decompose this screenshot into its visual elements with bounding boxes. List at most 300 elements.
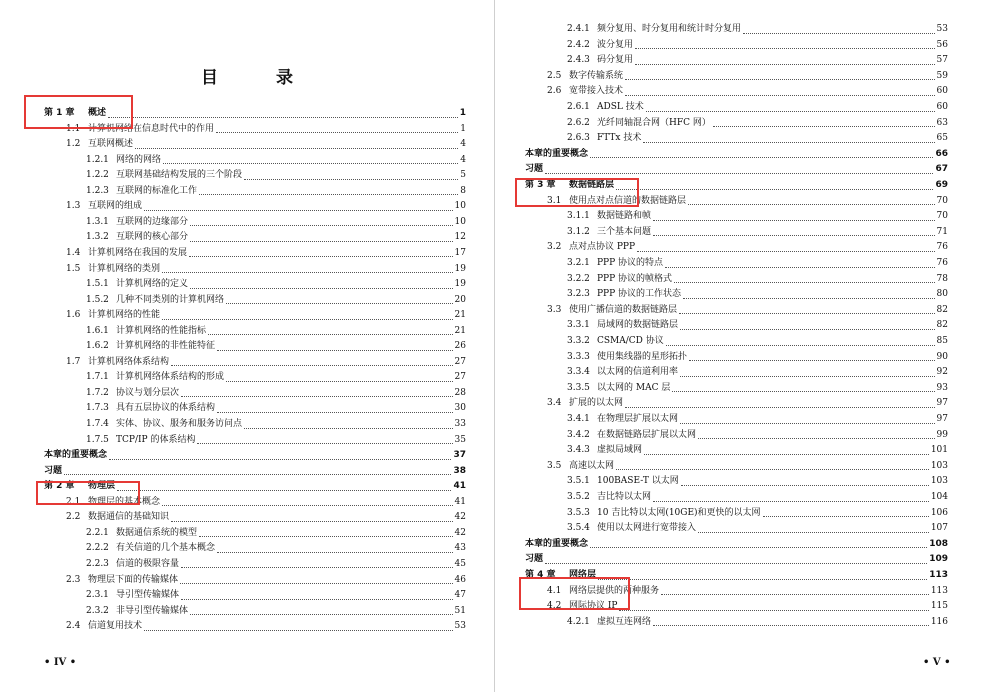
dot-leader xyxy=(635,48,935,49)
toc-entry xyxy=(86,324,466,339)
dot-leader xyxy=(643,142,934,143)
toc-entry-title: PPP 协议的帧格式 xyxy=(597,273,673,284)
toc-entry-page: 47 xyxy=(454,590,466,601)
toc-entry-page: 104 xyxy=(930,492,948,502)
toc-entry xyxy=(525,552,948,567)
dot-leader xyxy=(665,267,935,268)
toc-entry xyxy=(567,334,948,349)
toc-entry-page: 57 xyxy=(936,55,948,66)
toc-entry-number: 1.6 xyxy=(66,310,81,321)
toc-entry-page: 70 xyxy=(936,211,948,222)
toc-entry-number: 3.3 xyxy=(547,304,562,315)
toc-entry-page: 69 xyxy=(935,180,948,190)
toc-entry-page: 46 xyxy=(454,574,466,585)
dot-leader xyxy=(171,521,453,522)
toc-entry-number: 2.2.2 xyxy=(86,543,109,554)
toc-entry-page: 33 xyxy=(454,419,466,429)
dot-leader xyxy=(680,329,935,330)
toc-entry xyxy=(567,381,948,396)
toc-entry-number: 2.6.2 xyxy=(567,117,590,128)
toc-entry-page: 103 xyxy=(930,476,948,487)
toc-entry-title: 互联网概述 xyxy=(88,139,134,150)
dot-leader xyxy=(545,173,933,174)
toc-entry-page: 20 xyxy=(454,294,466,305)
toc-entry-page: 59 xyxy=(936,70,948,81)
toc-entry xyxy=(66,137,466,152)
toc-entry-number: 2.5 xyxy=(547,70,562,81)
toc-entry-title: 计算机网络的性能指标 xyxy=(116,325,207,336)
toc-entry xyxy=(567,443,948,458)
toc-entry xyxy=(86,433,466,448)
toc-entry-number: 2.1 xyxy=(66,496,81,507)
toc-entry-number: 1.3.1 xyxy=(86,216,109,227)
toc-entry-title: 三个基本问题 xyxy=(597,226,652,237)
toc-entry xyxy=(547,240,948,255)
dot-leader xyxy=(679,313,935,314)
toc-entry-number: 4.1 xyxy=(547,585,562,596)
toc-entry-page: 12 xyxy=(454,232,466,243)
toc-entry-number: 2.2 xyxy=(66,512,81,523)
toc-entry xyxy=(567,474,948,489)
toc-entry xyxy=(567,272,948,287)
toc-entry-title: 物理层下面的传输媒体 xyxy=(88,574,179,585)
toc-entry-number: 4.2.1 xyxy=(567,616,590,627)
toc-entry-title: 频分复用、时分复用和统计时分复用 xyxy=(597,24,742,34)
toc-entry xyxy=(525,147,948,162)
dot-leader xyxy=(190,241,453,242)
toc-entry-title: 100BASE-T 以太网 xyxy=(597,476,679,487)
toc-entry-number: 3.1.1 xyxy=(567,211,590,222)
toc-entry-title: 码分复用 xyxy=(597,55,634,66)
toc-entry-number: 3.2.2 xyxy=(567,273,590,284)
toc-entry-number: 3.3.2 xyxy=(567,336,590,346)
dot-leader xyxy=(598,579,927,580)
toc-entry-title: 计算机网络体系结构的形成 xyxy=(116,372,225,383)
toc-entry xyxy=(66,619,466,634)
toc-entry-title: 点对点协议 PPP xyxy=(569,242,636,253)
toc-entry-title: 导引型传输媒体 xyxy=(116,590,180,601)
toc-entry-title: 网络的网络 xyxy=(116,154,162,165)
toc-entry xyxy=(567,412,948,427)
toc-entry-number: 1.1 xyxy=(66,123,81,134)
toc-entry-title: 数据链路和帧 xyxy=(597,211,652,222)
toc-entry xyxy=(567,287,948,302)
toc-entry xyxy=(86,168,466,183)
dot-leader xyxy=(244,428,453,429)
toc-entry xyxy=(567,100,948,115)
dot-leader xyxy=(653,235,935,236)
toc-entry xyxy=(66,308,466,323)
toc-entry-number: 3.3.5 xyxy=(567,382,590,393)
toc-entry-title: 使用广播信道的数据链路层 xyxy=(569,304,678,315)
toc-entry-page: 76 xyxy=(936,258,948,268)
toc-entry-page: 93 xyxy=(936,382,948,393)
toc-entry-number: 3.2 xyxy=(547,242,562,253)
toc-entry-number: 3.5.4 xyxy=(567,523,590,534)
toc-entry xyxy=(86,153,466,168)
toc-entry xyxy=(567,318,948,333)
toc-entry-number: 2.3.2 xyxy=(86,605,109,616)
toc-entry-title: 互联网的组成 xyxy=(88,201,143,212)
toc-entry xyxy=(66,246,466,261)
toc-entry-title: 计算机网络的性能 xyxy=(88,310,161,321)
toc-entry xyxy=(66,355,466,370)
toc-entry xyxy=(547,84,948,99)
dot-leader xyxy=(625,95,935,96)
dot-leader xyxy=(616,189,933,190)
toc-entry-title: 概述 xyxy=(88,108,107,118)
toc-entry xyxy=(66,573,466,588)
toc-entry-title: 互联网的核心部分 xyxy=(116,232,189,243)
dot-leader xyxy=(162,505,453,506)
toc-entry-number: 1.7.5 xyxy=(86,434,109,445)
toc-entry-title: 互联网基础结构发展的三个阶段 xyxy=(116,170,243,181)
toc-entry xyxy=(567,365,948,380)
toc-entry-page: 99 xyxy=(936,429,948,440)
toc-entry-title: 计算机网络在信息时代中的作用 xyxy=(88,123,215,134)
left-page-number: • IV • xyxy=(44,657,77,668)
dot-leader xyxy=(189,256,453,257)
toc-entry-page: 90 xyxy=(936,351,948,362)
toc-entry-page: 19 xyxy=(454,279,466,290)
dot-leader xyxy=(216,132,458,133)
dot-leader xyxy=(109,459,451,460)
toc-entry-title: 计算机网络的非性能特征 xyxy=(116,341,216,352)
toc-entry-title: 互联网的标准化工作 xyxy=(116,185,198,196)
toc-entry-page: 37 xyxy=(453,450,466,461)
toc-entry xyxy=(525,162,948,177)
toc-entry-page: 43 xyxy=(454,543,466,554)
toc-entry-page: 8 xyxy=(460,185,466,196)
toc-entry-title: 本章的重要概念 xyxy=(525,148,589,159)
toc-entry-number: 2.2.1 xyxy=(86,527,109,538)
toc-entry xyxy=(86,184,466,199)
toc-entry xyxy=(86,401,466,416)
toc-entry-page: 53 xyxy=(936,24,948,34)
toc-entry xyxy=(547,303,948,318)
toc-entry-title: PPP 协议的特点 xyxy=(597,258,664,268)
toc-entry-page: 82 xyxy=(936,320,948,331)
toc-entry-page: 97 xyxy=(936,398,948,409)
toc-entry xyxy=(44,464,466,479)
dot-leader xyxy=(117,490,451,491)
toc-entry-title: 以太网的信道利用率 xyxy=(597,367,679,378)
toc-entry xyxy=(567,116,948,131)
toc-entry-page: 28 xyxy=(454,387,466,398)
dot-leader xyxy=(197,443,452,444)
dot-leader xyxy=(625,79,935,80)
toc-entry xyxy=(567,256,948,271)
toc-entry xyxy=(567,615,948,630)
toc-entry-title: 虚拟局域网 xyxy=(597,445,643,456)
toc-entry-number: 3.5 xyxy=(547,460,562,471)
toc-entry-page: 51 xyxy=(454,605,466,616)
toc-entry-number: 3.1 xyxy=(547,195,562,206)
toc-entry-title: 吉比特以太网 xyxy=(597,492,652,502)
chapter-3-highlight-box xyxy=(515,178,639,207)
right-page-number: • V • xyxy=(923,657,951,668)
toc-entry-page: 70 xyxy=(936,195,948,206)
dot-leader xyxy=(698,438,935,439)
dot-leader xyxy=(64,474,451,475)
toc-entry-number: 1.3 xyxy=(66,201,81,212)
toc-entry-page: 1 xyxy=(460,123,466,134)
dot-leader xyxy=(135,148,458,149)
toc-entry-title: 习题 xyxy=(525,554,544,565)
toc-entry xyxy=(567,428,948,443)
toc-entry-number: 1.7.1 xyxy=(86,372,109,383)
toc-entry-number: 2.3.1 xyxy=(86,590,109,601)
toc-entry-page: 82 xyxy=(936,304,948,315)
toc-entry xyxy=(567,490,948,505)
toc-entry-number: 1.7.3 xyxy=(86,403,109,414)
toc-entry-number: 第 2 章 xyxy=(44,481,75,492)
toc-entry xyxy=(86,541,466,556)
toc-entry xyxy=(86,526,466,541)
toc-entry-number: 2.4.1 xyxy=(567,24,590,34)
toc-entry-number: 3.2.3 xyxy=(567,289,590,300)
toc-entry-title: 习题 xyxy=(44,465,63,476)
toc-entry-page: 10 xyxy=(454,201,466,212)
toc-entry-number: 第 4 章 xyxy=(525,570,556,580)
toc-entry-number: 第 1 章 xyxy=(44,108,75,118)
dot-leader xyxy=(653,220,935,221)
toc-entry-title: 波分复用 xyxy=(597,39,634,50)
toc-entry-page: 19 xyxy=(454,263,466,274)
toc-entry-page: 42 xyxy=(454,512,466,523)
dot-leader xyxy=(646,111,935,112)
toc-entry-title: 物理层 xyxy=(88,481,116,492)
toc-entry-page: 106 xyxy=(930,507,948,518)
dot-leader xyxy=(653,501,929,502)
toc-entry xyxy=(86,557,466,572)
toc-entry-title: PPP 协议的工作状态 xyxy=(597,289,682,300)
toc-entry-title: 计算机网络在我国的发展 xyxy=(88,247,188,258)
toc-entry-title: 数据通信的基础知识 xyxy=(88,512,170,523)
toc-entry-number: 1.7.2 xyxy=(86,387,109,398)
toc-entry-title: 物理层的基本概念 xyxy=(88,496,161,507)
toc-entry-title: 计算机网络的类别 xyxy=(88,263,161,274)
dot-leader xyxy=(217,552,453,553)
dot-leader xyxy=(672,391,934,392)
toc-entry-page: 108 xyxy=(929,538,948,549)
toc-entry-page: 5 xyxy=(460,170,466,181)
toc-entry-page: 27 xyxy=(454,356,466,367)
toc-entry-page: 27 xyxy=(454,372,466,383)
toc-entry-number: 3.4.3 xyxy=(567,445,590,456)
toc-entry-page: 63 xyxy=(936,117,948,128)
toc-entry xyxy=(86,588,466,603)
dot-leader xyxy=(637,251,935,252)
dot-leader xyxy=(688,204,935,205)
toc-entry xyxy=(86,293,466,308)
toc-entry-page: 21 xyxy=(454,325,466,336)
dot-leader xyxy=(689,360,935,361)
dot-leader xyxy=(635,64,935,65)
toc-entry-page: 26 xyxy=(454,341,466,352)
toc-entry-title: 以太网的 MAC 层 xyxy=(597,382,671,393)
toc-entry-title: FTTx 技术 xyxy=(597,133,642,144)
toc-entry xyxy=(86,215,466,230)
toc-entry xyxy=(567,521,948,536)
toc-entry-number: 3.4 xyxy=(547,398,562,409)
toc-entry xyxy=(567,225,948,240)
toc-entry-number: 3.2.1 xyxy=(567,258,590,268)
dot-leader xyxy=(763,516,929,517)
dot-leader xyxy=(199,194,458,195)
dot-leader xyxy=(653,625,929,626)
dot-leader xyxy=(680,376,935,377)
toc-entry-title: 网际协议 IP xyxy=(569,601,618,612)
dot-leader xyxy=(108,117,458,118)
toc-entry xyxy=(525,537,948,552)
toc-entry-page: 38 xyxy=(453,465,466,476)
toc-entry-title: 局域网的数据链路层 xyxy=(597,320,679,331)
toc-entry-number: 1.5 xyxy=(66,263,81,274)
toc-entry xyxy=(86,277,466,292)
toc-entry-title: 非导引型传输媒体 xyxy=(116,605,189,616)
dot-leader xyxy=(625,407,935,408)
dot-leader xyxy=(698,532,929,533)
toc-entry-title: 宽带接入技术 xyxy=(569,86,624,97)
dot-leader xyxy=(144,630,453,631)
dot-leader xyxy=(590,157,933,158)
toc-entry-number: 4.2 xyxy=(547,601,562,612)
toc-entry-number: 1.2.2 xyxy=(86,170,109,181)
toc-entry xyxy=(44,448,466,463)
toc-entry-number: 3.5.2 xyxy=(567,492,590,502)
dot-leader xyxy=(180,583,453,584)
toc-entry-page: 4 xyxy=(460,154,466,165)
toc-entry-number: 1.2.3 xyxy=(86,185,109,196)
toc-entry xyxy=(567,506,948,521)
toc-entry-number: 1.4 xyxy=(66,247,81,258)
toc-entry-title: 光纤同轴混合网（HFC 网） xyxy=(597,117,711,128)
toc-entry-number: 3.5.3 xyxy=(567,507,590,518)
toc-entry-number: 1.5.2 xyxy=(86,294,109,305)
toc-entry-title: TCP/IP 的体系结构 xyxy=(116,434,196,445)
toc-entry-number: 3.4.2 xyxy=(567,429,590,440)
toc-entry-page: 116 xyxy=(930,616,948,627)
toc-entry-page: 41 xyxy=(454,496,466,507)
toc-title: 目 录 xyxy=(201,68,319,88)
dot-leader xyxy=(226,381,453,382)
toc-entry-page: 60 xyxy=(936,102,948,112)
toc-entry-page: 41 xyxy=(453,481,466,492)
dot-leader xyxy=(619,610,928,611)
toc-entry-number: 3.3.1 xyxy=(567,320,590,331)
toc-entry-title: 在数据链路层扩展以太网 xyxy=(597,429,697,440)
toc-entry-title: 使用点对点信道的数据链路层 xyxy=(569,195,687,206)
dot-leader xyxy=(162,272,453,273)
toc-entry-number: 2.4.2 xyxy=(567,39,590,50)
toc-entry-page: 53 xyxy=(454,621,466,632)
toc-entry-page: 78 xyxy=(936,273,948,284)
dot-leader xyxy=(743,33,935,34)
toc-entry-page: 1 xyxy=(459,108,466,118)
toc-entry-number: 2.6 xyxy=(547,86,562,97)
dot-leader xyxy=(590,547,927,548)
toc-entry-page: 113 xyxy=(930,585,948,596)
toc-entry xyxy=(567,350,948,365)
chapter-1-highlight-box xyxy=(24,95,133,129)
toc-entry-title: 信道复用技术 xyxy=(88,621,143,632)
toc-entry xyxy=(86,339,466,354)
dot-leader xyxy=(244,179,458,180)
dot-leader xyxy=(190,288,453,289)
toc-entry-page: 4 xyxy=(460,139,466,150)
toc-entry-number: 1.3.2 xyxy=(86,232,109,243)
chapter-4-highlight-box xyxy=(519,577,630,610)
toc-entry-number: 3.3.3 xyxy=(567,351,590,362)
toc-entry xyxy=(86,370,466,385)
toc-entry-page: 76 xyxy=(936,242,948,253)
toc-entry-number: 2.4 xyxy=(66,621,81,632)
toc-entry xyxy=(567,53,948,68)
dot-leader xyxy=(162,319,453,320)
dot-leader xyxy=(163,163,458,164)
chapter-2-highlight-box xyxy=(36,481,140,505)
toc-entry xyxy=(567,131,948,146)
toc-entry xyxy=(567,22,948,37)
toc-entry-page: 97 xyxy=(936,414,948,424)
dot-leader xyxy=(171,365,453,366)
toc-entry-title: 信道的极限容量 xyxy=(116,558,180,569)
toc-entry-title: 使用以太网进行宽带接入 xyxy=(597,523,697,534)
toc-entry-title: 本章的重要概念 xyxy=(44,450,108,461)
toc-entry-title: 计算机网络的定义 xyxy=(116,279,189,290)
toc-entry xyxy=(66,510,466,525)
toc-entry-page: 17 xyxy=(454,247,466,258)
dot-leader xyxy=(217,350,453,351)
toc-entry-title: 使用集线器的星形拓扑 xyxy=(597,351,688,362)
dot-leader xyxy=(190,225,453,226)
toc-entry xyxy=(547,69,948,84)
toc-entry-number: 1.5.1 xyxy=(86,279,109,290)
dot-leader xyxy=(666,345,935,346)
toc-entry xyxy=(567,38,948,53)
toc-entry-page: 45 xyxy=(454,558,466,569)
dot-leader xyxy=(181,567,453,568)
dot-leader xyxy=(713,126,935,127)
toc-entry-page: 10 xyxy=(454,216,466,227)
toc-entry-title: 有关信道的几个基本概念 xyxy=(116,543,216,554)
dot-leader xyxy=(217,412,453,413)
toc-entry xyxy=(567,209,948,224)
toc-entry xyxy=(86,417,466,432)
toc-entry xyxy=(86,604,466,619)
toc-entry-title: 虚拟互连网络 xyxy=(597,616,652,627)
toc-entry-title: 10 吉比特以太网(10GE)和更快的以太网 xyxy=(597,507,761,518)
toc-entry-title: 互联网的边缘部分 xyxy=(116,216,189,227)
toc-entry-title: 数据链路层 xyxy=(569,180,615,190)
toc-entry-title: 高速以太网 xyxy=(569,460,615,471)
toc-entry-number: 1.7 xyxy=(66,356,81,367)
toc-entry xyxy=(86,386,466,401)
toc-entry-page: 92 xyxy=(936,367,948,378)
toc-entry-title: 网络层 xyxy=(569,570,597,580)
dot-leader xyxy=(181,396,453,397)
toc-entry-number: 2.3 xyxy=(66,574,81,585)
toc-entry-page: 65 xyxy=(936,133,948,144)
toc-entry-title: 在物理层扩展以太网 xyxy=(597,414,679,424)
toc-entry-number: 2.4.3 xyxy=(567,55,590,66)
toc-entry-number: 3.3.4 xyxy=(567,367,590,378)
toc-entry-page: 107 xyxy=(930,523,948,534)
toc-entry-page: 103 xyxy=(930,460,948,471)
dot-leader xyxy=(226,303,453,304)
dot-leader xyxy=(181,599,453,600)
